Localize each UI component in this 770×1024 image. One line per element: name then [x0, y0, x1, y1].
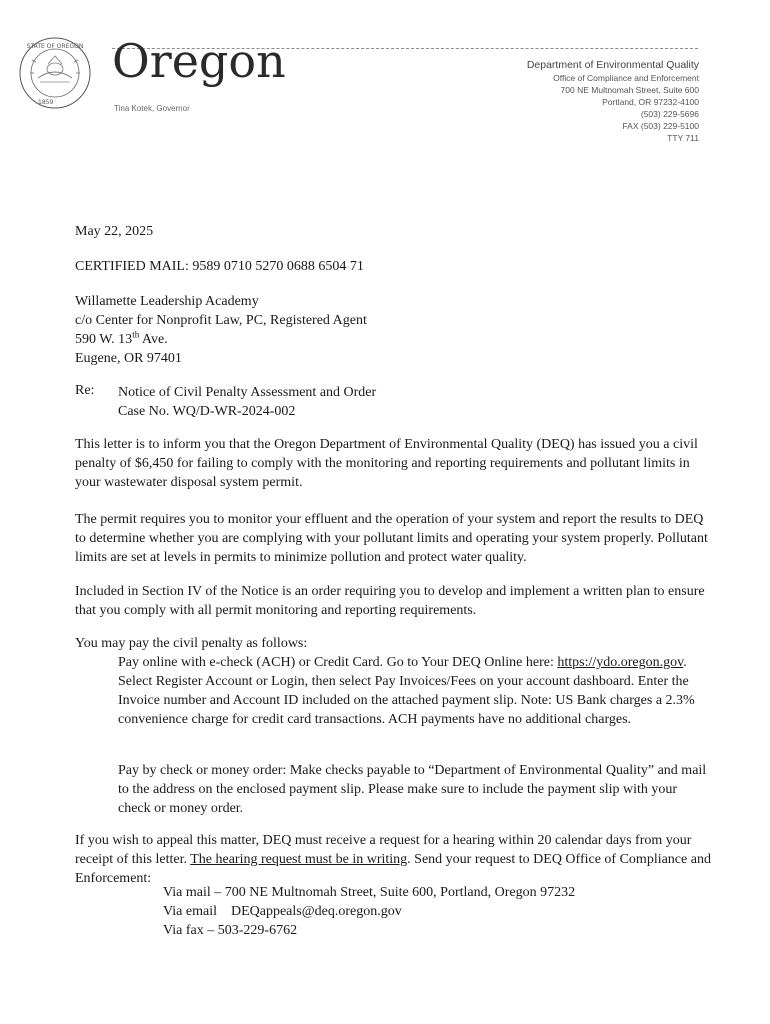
- governor-name: Tina Kotek, Governor: [114, 104, 190, 113]
- recipient-block: [75, 292, 367, 368]
- oregon-state-seal-icon: [18, 36, 92, 110]
- paragraph-penalty: This letter is to inform you that the Oregon Department of Environmental Quality (DEQ) has issued you a civil penalty of $6,450 for failing to comply with the monitoring and reporting requirements and pollutant limits in your wastewater disposal system permit.: [75, 437, 698, 490]
- case-number: Case No. WQ/D-WR-2024-002: [118, 404, 296, 419]
- agency-tty: TTY 711: [667, 133, 699, 143]
- agency-office: Office of Compliance and Enforcement: [553, 73, 699, 83]
- payment-online-paragraph: Pay online with e-check (ACH) or Credit Card. Go to Your DEQ Online here: https://ydo.oregon.gov. Select Register Account or Login, then select Pay Invoices/Fees on your account dashboard. Enter the Invoice number and Account ID included on the attached payment slip. Note: US Bank charges a 2.3% convenience charge for credit card transactions. ACH payments have no additional charges.: [118, 655, 695, 727]
- recipient-city: Eugene, OR 97401: [75, 351, 182, 366]
- seal-year: 1859: [38, 99, 54, 106]
- agency-fax: FAX (503) 229-5100: [622, 121, 699, 131]
- oregon-wordmark: Oregon: [112, 34, 286, 88]
- re-label: Re:: [75, 383, 95, 398]
- payment-check-paragraph: Pay by check or money order: Make checks payable to “Department of Environmental Quality” and mail to the address on the enclosed payment slip. Please make sure to include the payment slip with your check or money order.: [118, 763, 707, 816]
- hearing-request-emphasis: The hearing request must be in writing: [190, 852, 408, 867]
- appeal-via-fax: Via fax – 503-229-6762: [163, 923, 298, 938]
- paragraph-permit: The permit requires you to monitor your effluent and the operation of your system and report the results to DEQ to determine whether you are complying with your pollutant limits and operating your system properly. Pollutant limits are set at levels in permits to minimize pollution and protect water quality.: [75, 512, 708, 565]
- ydo-link[interactable]: https://ydo.oregon.gov: [557, 655, 684, 670]
- recipient-agent: c/o Center for Nonprofit Law, PC, Registered Agent: [75, 313, 367, 328]
- re-subject: [118, 383, 376, 421]
- payment-intro: You may pay the civil penalty as follows:: [75, 636, 308, 651]
- certified-mail-number: CERTIFIED MAIL: 9589 0710 5270 0688 6504 71: [75, 259, 364, 274]
- recipient-name: Willamette Leadership Academy: [75, 294, 259, 309]
- letter-date: May 22, 2025: [75, 224, 154, 239]
- appeal-via-mail: Via mail – 700 NE Multnomah Street, Suite 600, Portland, Oregon 97232: [163, 885, 576, 900]
- appeal-via-email: Via email DEQappeals@deq.oregon.gov: [163, 904, 402, 919]
- paragraph-order: Included in Section IV of the Notice is an order requiring you to develop and implement a written plan to ensure that you comply with all permit monitoring and reporting requirements.: [75, 584, 705, 618]
- agency-name: Department of Environmental Quality: [526, 59, 699, 71]
- agency-phone: (503) 229-5696: [640, 109, 699, 119]
- agency-street: 700 NE Multnomah Street, Suite 600: [560, 85, 699, 95]
- recipient-street: 590 W. 13th Ave.: [75, 329, 168, 347]
- agency-address-block: [527, 58, 699, 144]
- agency-city: Portland, OR 97232-4100: [602, 97, 699, 107]
- appeal-paragraph: If you wish to appeal this matter, DEQ must receive a request for a hearing within 20 calendar days from your receipt of this letter. The hearing request must be in writing. Send your request to DEQ Office of Compliance and Enforcement:: [75, 833, 711, 886]
- re-title: Notice of Civil Penalty Assessment and Order: [118, 385, 377, 400]
- seal-text: STATE OF OREGON: [26, 43, 84, 50]
